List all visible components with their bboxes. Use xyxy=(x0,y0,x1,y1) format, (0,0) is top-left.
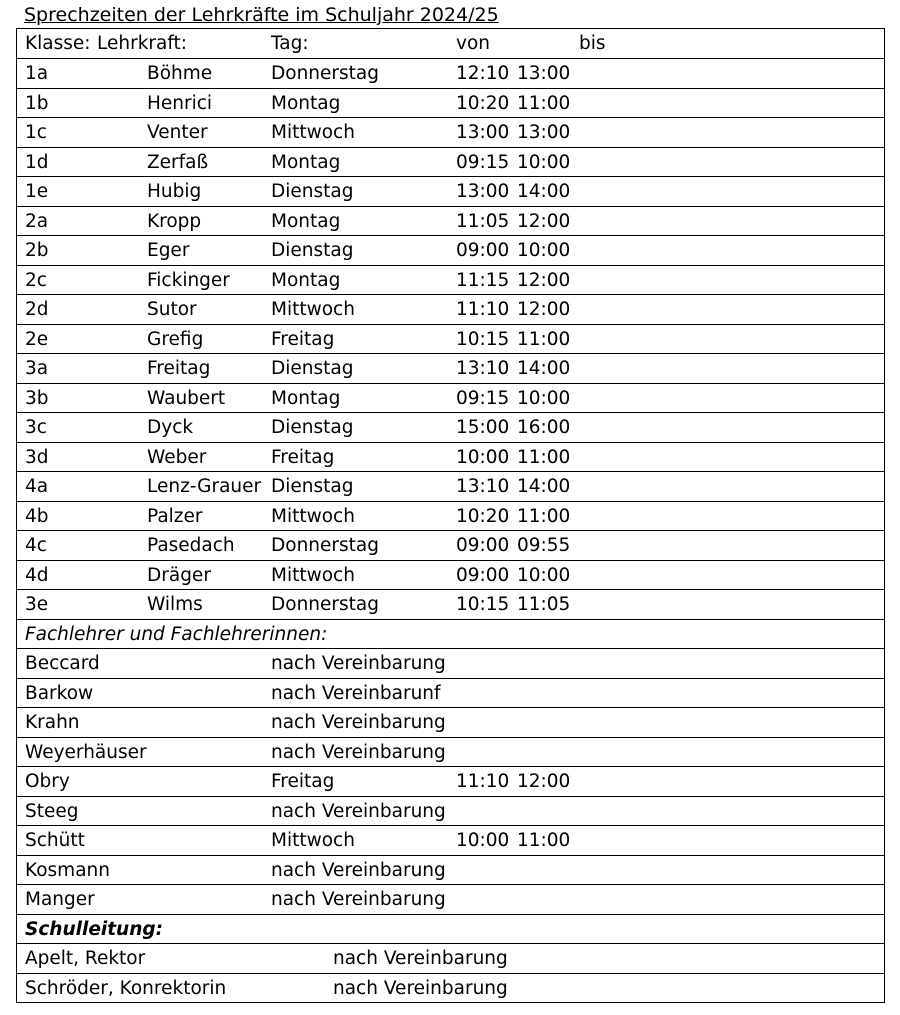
teacher-cell: Lenz-Grauer xyxy=(147,476,262,497)
from-cell: 11:15 xyxy=(456,269,510,291)
section-heading-row xyxy=(17,619,884,649)
day-cell: Montag xyxy=(271,92,341,114)
teacher-cell: Schütt xyxy=(25,830,85,851)
from-cell: 09:00 xyxy=(456,564,510,586)
from-cell: 13:10 xyxy=(456,476,510,497)
day-cell: nach Vereinbarung xyxy=(271,859,446,881)
to-cell: 11:00 xyxy=(517,830,571,851)
teacher-cell: Waubert xyxy=(147,387,226,409)
header-lehrkraft: Lehrkraft: xyxy=(97,33,188,54)
office-hours-table xyxy=(16,28,885,1003)
to-cell: 10:00 xyxy=(517,151,571,173)
day-cell: Freitag xyxy=(271,771,335,792)
teacher-cell: Barkow xyxy=(25,682,94,704)
teacher-cell: Pasedach xyxy=(147,535,235,556)
teacher-cell: Fickinger xyxy=(147,269,230,291)
to-cell: 10:00 xyxy=(517,240,571,261)
from-cell: 09:15 xyxy=(456,151,510,173)
day-cell: Dienstag xyxy=(271,358,354,379)
header-bis: bis xyxy=(579,33,606,54)
class-cell: 1a xyxy=(25,63,49,84)
day-cell: Montag xyxy=(271,269,341,291)
class-cell: 1b xyxy=(25,92,49,114)
day-cell: Mittwoch xyxy=(271,299,355,320)
table-row xyxy=(17,648,884,678)
table-row xyxy=(17,442,884,472)
table-row xyxy=(17,678,884,708)
teacher-cell: Sutor xyxy=(147,299,197,320)
from-cell: 10:00 xyxy=(456,830,510,851)
table-row xyxy=(17,265,884,295)
day-cell: Montag xyxy=(271,387,341,409)
teacher-cell: Kosmann xyxy=(25,859,110,881)
table-row xyxy=(17,324,884,354)
day-cell: nach Vereinbarung xyxy=(271,800,446,822)
to-cell: 14:00 xyxy=(517,358,571,379)
class-cell: 3c xyxy=(25,417,47,438)
day-cell: Dienstag xyxy=(271,240,354,261)
from-cell: 10:20 xyxy=(456,92,510,114)
day-cell: Mittwoch xyxy=(271,122,355,143)
teacher-cell: Grefig xyxy=(147,328,204,350)
teacher-cell: Zerfaß xyxy=(147,151,209,173)
class-cell: 3b xyxy=(25,387,49,409)
day-cell: Montag xyxy=(271,151,341,173)
to-cell: 13:00 xyxy=(517,122,571,143)
day-cell: Mittwoch xyxy=(271,505,355,527)
teacher-cell: Beccard xyxy=(25,653,100,674)
day-cell: Donnerstag xyxy=(271,535,379,556)
day-cell: Dienstag xyxy=(271,476,354,497)
to-cell: 10:00 xyxy=(517,387,571,409)
day-cell: nach Vereinbarung xyxy=(271,889,446,910)
class-cell: 1e xyxy=(25,181,49,202)
section-heading-row xyxy=(17,914,884,944)
table-row xyxy=(17,766,884,796)
header-tag: Tag: xyxy=(271,33,309,54)
teacher-cell: Steeg xyxy=(25,800,79,822)
from-cell: 10:00 xyxy=(456,446,510,468)
from-cell: 10:20 xyxy=(456,505,510,527)
from-cell: 11:05 xyxy=(456,210,510,232)
table-row xyxy=(17,206,884,236)
class-cell: 1d xyxy=(25,151,49,173)
table-row xyxy=(17,707,884,737)
table-row xyxy=(17,560,884,590)
to-cell: 12:00 xyxy=(517,210,571,232)
table-row xyxy=(17,176,884,206)
from-cell: 10:15 xyxy=(456,594,510,615)
table-row xyxy=(17,943,884,973)
day-cell: Freitag xyxy=(271,446,335,468)
teacher-cell: Palzer xyxy=(147,505,203,527)
table-row xyxy=(17,383,884,413)
table-row xyxy=(17,294,884,324)
class-cell: 4d xyxy=(25,564,49,586)
class-cell: 3a xyxy=(25,358,49,379)
teacher-cell: Weber xyxy=(147,446,207,468)
table-header-row xyxy=(17,29,884,58)
from-cell: 12:10 xyxy=(456,63,510,84)
page-title: Sprechzeiten der Lehrkräfte im Schuljahr 2024/25 xyxy=(24,4,499,26)
day-cell: nach Vereinbarung xyxy=(271,741,446,763)
from-cell: 09:00 xyxy=(456,535,510,556)
class-cell: 2b xyxy=(25,240,49,261)
day-cell: Donnerstag xyxy=(271,594,379,615)
day-cell: Dienstag xyxy=(271,417,354,438)
day-cell: Mittwoch xyxy=(271,830,355,851)
table-row xyxy=(17,412,884,442)
header-von: von xyxy=(456,33,490,54)
day-cell: Mittwoch xyxy=(271,564,355,586)
to-cell: 11:00 xyxy=(517,328,571,350)
teacher-cell: Obry xyxy=(25,771,70,792)
to-cell: 12:00 xyxy=(517,269,571,291)
to-cell: 11:05 xyxy=(517,594,571,615)
from-cell: 13:00 xyxy=(456,122,510,143)
table-row xyxy=(17,88,884,118)
table-row xyxy=(17,589,884,619)
to-cell: 11:00 xyxy=(517,505,571,527)
table-row xyxy=(17,501,884,531)
teacher-cell: Eger xyxy=(147,240,190,261)
teacher-cell: Freitag xyxy=(147,358,211,379)
teacher-cell: Henrici xyxy=(147,92,213,114)
table-row xyxy=(17,117,884,147)
from-cell: 11:10 xyxy=(456,771,510,792)
teacher-cell: Wilms xyxy=(147,594,203,615)
class-cell: 2d xyxy=(25,299,49,320)
leader-name-cell: Schröder, Konrektorin xyxy=(25,977,227,999)
from-cell: 11:10 xyxy=(456,299,510,320)
class-cell: 4c xyxy=(25,535,47,556)
table-row xyxy=(17,530,884,560)
from-cell: 10:15 xyxy=(456,328,510,350)
class-cell: 4b xyxy=(25,505,49,527)
to-cell: 12:00 xyxy=(517,771,571,792)
table-row xyxy=(17,737,884,767)
day-cell: Montag xyxy=(271,210,341,232)
to-cell: 11:00 xyxy=(517,92,571,114)
teacher-cell: Krahn xyxy=(25,712,80,733)
to-cell: 16:00 xyxy=(517,417,571,438)
class-cell: 3d xyxy=(25,446,49,468)
teacher-cell: Böhme xyxy=(147,63,213,84)
to-cell: 14:00 xyxy=(517,476,571,497)
day-cell: Freitag xyxy=(271,328,335,350)
table-row xyxy=(17,353,884,383)
teacher-cell: Venter xyxy=(147,122,208,143)
to-cell: 13:00 xyxy=(517,63,571,84)
day-cell: Dienstag xyxy=(271,181,354,202)
table-row xyxy=(17,825,884,855)
from-cell: 15:00 xyxy=(456,417,510,438)
class-cell: 2a xyxy=(25,210,49,232)
day-cell: nach Vereinbarung xyxy=(271,712,446,733)
class-cell: 3e xyxy=(25,594,49,615)
table-row xyxy=(17,973,884,1003)
class-cell: 2c xyxy=(25,269,47,291)
day-cell: nach Vereinbarung xyxy=(333,948,508,969)
from-cell: 09:00 xyxy=(456,240,510,261)
header-klasse: Klasse: xyxy=(25,33,91,54)
day-cell: Donnerstag xyxy=(271,63,379,84)
table-row xyxy=(17,796,884,826)
class-cell: 2e xyxy=(25,328,49,350)
leader-name-cell: Apelt, Rektor xyxy=(25,948,146,969)
teacher-cell: Manger xyxy=(25,889,95,910)
to-cell: 14:00 xyxy=(517,181,571,202)
class-cell: 1c xyxy=(25,122,47,143)
from-cell: 13:10 xyxy=(456,358,510,379)
day-cell: nach Vereinbarunf xyxy=(271,682,441,704)
to-cell: 12:00 xyxy=(517,299,571,320)
from-cell: 13:00 xyxy=(456,181,510,202)
teacher-cell: Kropp xyxy=(147,210,202,232)
from-cell: 09:15 xyxy=(456,387,510,409)
table-row xyxy=(17,58,884,88)
teacher-cell: Hubig xyxy=(147,181,202,202)
table-row xyxy=(17,147,884,177)
to-cell: 11:00 xyxy=(517,446,571,468)
day-cell: nach Vereinbarung xyxy=(271,653,446,674)
table-row xyxy=(17,855,884,885)
schulleitung-heading: Schulleitung: xyxy=(25,918,164,940)
table-row xyxy=(17,471,884,501)
to-cell: 09:55 xyxy=(517,535,571,556)
class-cell: 4a xyxy=(25,476,49,497)
table-row xyxy=(17,884,884,914)
to-cell: 10:00 xyxy=(517,564,571,586)
day-cell: nach Vereinbarung xyxy=(333,977,508,999)
teacher-cell: Weyerhäuser xyxy=(25,741,147,763)
table-row xyxy=(17,235,884,265)
teacher-cell: Dräger xyxy=(147,564,211,586)
teacher-cell: Dyck xyxy=(147,417,194,438)
fachlehrer-heading: Fachlehrer und Fachlehrerinnen: xyxy=(25,623,328,645)
